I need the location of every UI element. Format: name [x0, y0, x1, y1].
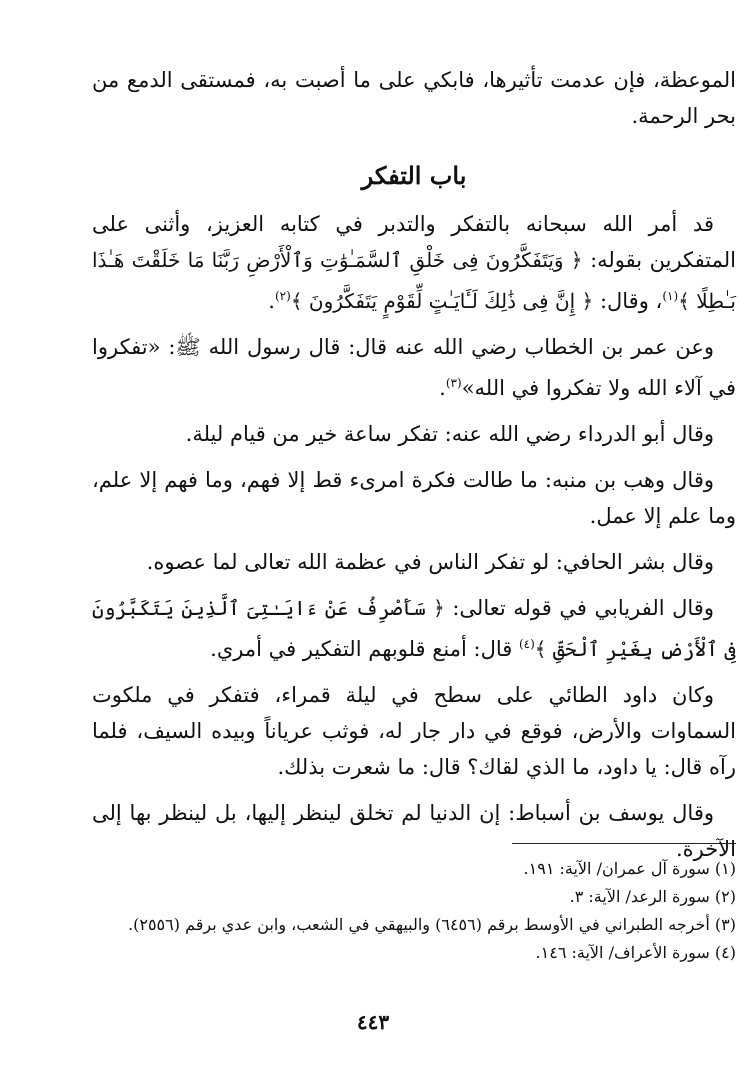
- paragraph-7: وكان داود الطائي على سطح في ليلة قمراء، فتفكر في ملكوت السماوات والأرض، فوقع في دار جار له، فوثب عرياناً وبيده السيف، فلما رآه قال: يا داود، ما الذي لقاك؟ قال: ما شعرت بذلك.: [92, 683, 736, 779]
- paragraph-6-end: قال: أمنع قلوبهم التفكير في أمري.: [210, 637, 519, 661]
- footnote-separator: [512, 843, 736, 844]
- paragraph-2-end: .: [439, 376, 446, 400]
- paragraph-1-text: قد أمر الله سبحانه بالتفكر والتدبر في كتابه العزيز، وأثنى على المتفكرين بقوله:: [92, 212, 736, 272]
- footnote-1: (١) سورة آل عمران/ الآية: ١٩١.: [523, 859, 736, 878]
- paragraph-8: وقال يوسف بن أسباط: إن الدنيا لم تخلق لينظر إليها، بل لينظر بها إلى الآخرة.: [92, 801, 736, 861]
- footnotes: [92, 856, 736, 968]
- page-number: ٤٤٣: [356, 1010, 390, 1034]
- paragraph-4: وقال وهب بن منبه: ما طالت فكرة امرىء قط إلا فهم، وما فهم إلا علم، وما علم إلا عمل.: [92, 468, 736, 528]
- footnote-2: (٢) سورة الرعد/ الآية: ٣.: [569, 887, 736, 906]
- quran-verse-3: ﴿ سَأَصْرِفُ عَنْ ءَايَـٰتِىَ ٱلَّذِينَ يَتَكَبَّرُونَ فِى ٱلْأَرْضِ بِغَيْرِ ٱلْحَقِّ ﴾: [92, 596, 736, 661]
- footnote-ref-1: (١): [662, 289, 679, 303]
- paragraph-1-mid: ، وقال:: [599, 289, 663, 313]
- paragraph-6-text: وقال الفريابي في قوله تعالى:: [452, 596, 714, 620]
- footnote-4: (٤) سورة الأعراف/ الآية: ١٤٦.: [535, 943, 736, 962]
- intro-paragraph: الموعظة، فإن عدمت تأثيرها، فابكي على ما أصبت به، فمستقى الدمع من بحر الرحمة.: [92, 68, 736, 128]
- page-body: [92, 62, 736, 877]
- paragraph-1-end: .: [268, 289, 275, 313]
- chapter-title: باب التفكر: [361, 161, 467, 190]
- paragraph-2-text: وعن عمر بن الخطاب رضي الله عنه قال: قال رسول الله ﷺ: «تفكروا في آلاء الله ولا تفكروا في الله»: [92, 335, 736, 400]
- paragraph-3: وقال أبو الدرداء رضي الله عنه: تفكر ساعة خير من قيام ليلة.: [185, 422, 714, 446]
- footnote-ref-4: (٤): [518, 637, 535, 651]
- paragraph-6: [92, 590, 736, 667]
- paragraph-2: [92, 329, 736, 406]
- quran-verse-1: ﴿ وَيَتَفَكَّرُونَ فِى خَلْقِ ٱلسَّمَـٰوَٰتِ وَٱلْأَرْضِ رَبَّنَا مَا خَلَقْتَ هَـٰذَا بَـٰطِلًا ﴾: [92, 248, 736, 313]
- paragraph-1: [92, 206, 736, 319]
- paragraph-5: وقال بشر الحافي: لو تفكر الناس في عظمة الله تعالى لما عصوه.: [146, 550, 714, 574]
- footnote-ref-3: (٣): [445, 376, 462, 390]
- footnote-3: (٣) أخرجه الطبراني في الأوسط برقم (٦٤٥٦) والبيهقي في الشعب، وابن عدي برقم (٢٥٥٦).: [128, 915, 736, 934]
- footnote-ref-2: (٢): [274, 289, 291, 303]
- quran-verse-2: ﴿ إِنَّ فِى ذَٰلِكَ لَـَٔايَـٰتٍ لِّقَوْمٍ يَتَفَكَّرُونَ ﴾: [290, 289, 594, 313]
